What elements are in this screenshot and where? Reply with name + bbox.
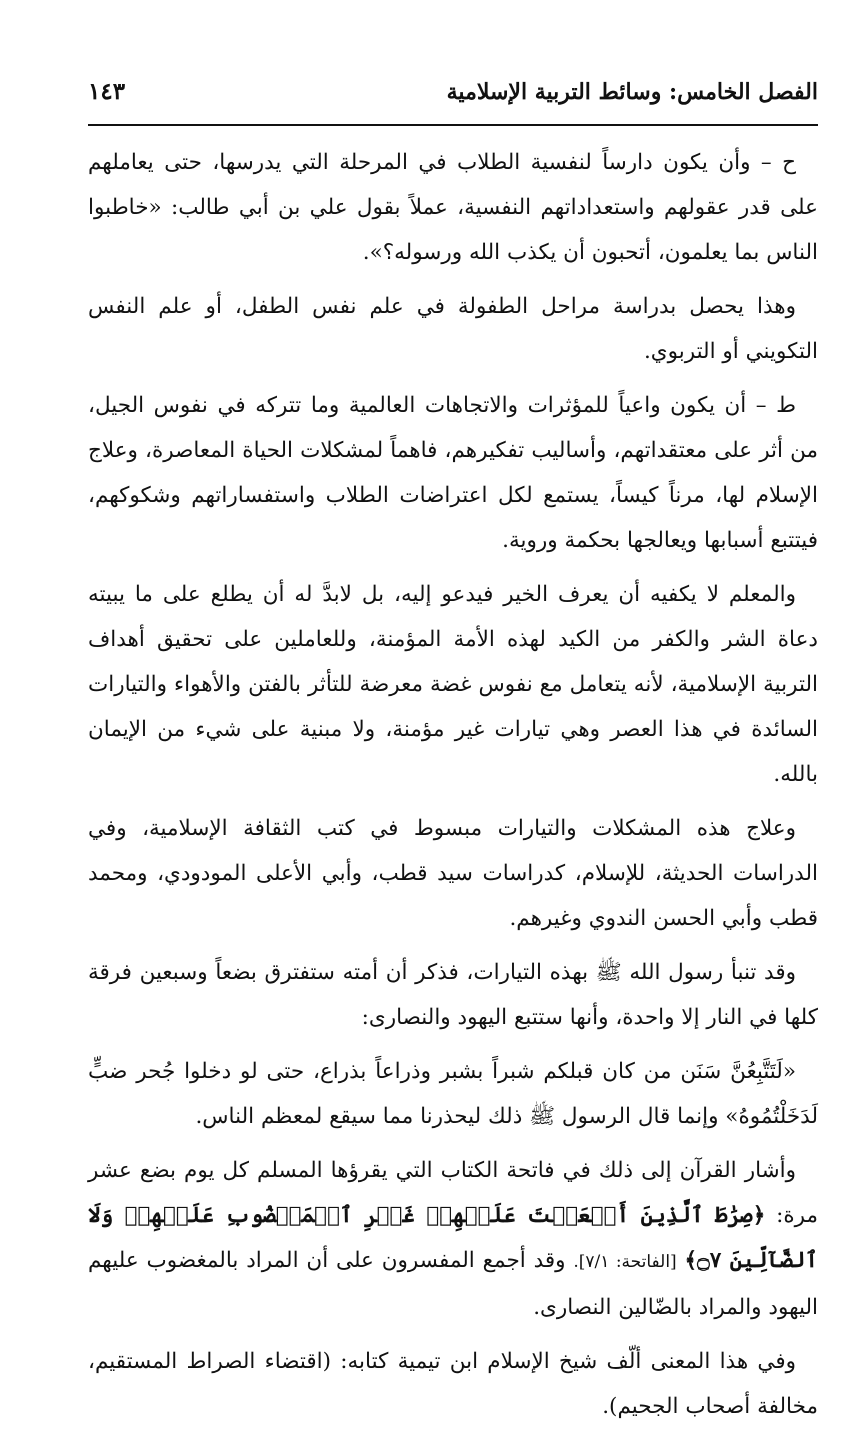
paragraph-5: وعلاج هذه المشكلات والتيارات مبسوط في كتب الثقافة الإسلامية، وفي الدراسات الحديثة، للإسلام، كدراسات سيد قطب، وأبي الأعلى المودودي، ومحمد قطب وأبي الحسن الندوي وغيرهم. <box>88 816 818 931</box>
verse-reference: [الفاتحة: ٧/١]. <box>573 1252 677 1272</box>
paragraph-9: وفي هذا المعنى ألّف شيخ الإسلام ابن تيمية كتابه: (اقتضاء الصراط المستقيم، مخالفة أصحاب الجحيم). <box>88 1349 818 1419</box>
running-header <box>88 78 818 118</box>
header-divider <box>88 124 818 126</box>
page-number: ١٤٣ <box>88 78 126 105</box>
paragraph-6: وقد تنبأ رسول الله ﷺ بهذه التيارات، فذكر أن أمته ستفترق بضعاً وسبعين فرقة كلها في النار إلا واحدة، وأنها ستتبع اليهود والنصارى: <box>88 960 818 1030</box>
paragraph-3: ط – أن يكون واعياً للمؤثرات والاتجاهات العالمية وما تتركه في نفوس الجيل، من أثر على معتقداتهم، وأساليب تفكيرهم، فاهماً لمشكلات الحياة المعاصرة، وعلاج الإسلام لها، مرناً كيساً، يستمع لكل اعتراضات الطلاب واستفساراتهم وشكوكهم، فيتتبع أسبابها ويعالجها بحكمة وروية. <box>88 393 818 553</box>
paragraph-8-intro: وأشار القرآن إلى ذلك في فاتحة الكتاب التي يقرؤها المسلم كل يوم بضع عشر مرة: <box>88 1158 818 1228</box>
paragraph-8-conclusion: وقد أجمع المفسرون على أن المراد بالمغضوب عليهم اليهود والمراد بالضّالين النصارى. <box>88 1248 818 1320</box>
quran-verse: ﴿صِرَٰطَ ٱلَّذِينَ أَنۡعَمۡتَ عَلَيۡهِمۡ غَيۡرِ ٱلۡمَغۡضُوبِ عَلَيۡهِمۡ وَلَا ٱلضَّآلِّينَ ۝٧﴾ <box>88 1203 818 1273</box>
paragraph-2: وهذا يحصل بدراسة مراحل الطفولة في علم نفس الطفل، أو علم النفس التكويني أو التربوي. <box>88 294 818 364</box>
paragraph-8 <box>88 1148 818 1330</box>
body-text <box>88 140 818 1429</box>
chapter-title: الفصل الخامس: وسائط التربية الإسلامية <box>446 79 818 105</box>
paragraph-4: والمعلم لا يكفيه أن يعرف الخير فيدعو إليه، بل لابدَّ له أن يطلع على ما يبيته دعاة الشر والكفر من الكيد لهذه الأمة المؤمنة، وللعاملين على تحقيق أهداف التربية الإسلامية، لأنه يتعامل مع نفوس غضة معرضة للتأثر بالفتن والأهواء والتيارات السائدة في هذا العصر وهي تيارات غير مؤمنة، ولا مبنية على شيء من الإيمان بالله. <box>88 582 818 787</box>
paragraph-1: ح – وأن يكون دارساً لنفسية الطلاب في المرحلة التي يدرسها، حتى يعاملهم على قدر عقولهم واستعداداتهم النفسية، عملاً بقول علي بن أبي طالب: «خاطبوا الناس بما يعلمون، أتحبون أن يكذب الله ورسوله؟». <box>88 150 818 265</box>
paragraph-7-hadith: «لَتَتَّبِعُنَّ سَنَن من كان قبلكم شبراً بشبر وذراعاً بذراع، حتى لو دخلوا جُحر ضبٍّ لَدَخَلْتُمُوهُ» وإنما قال الرسول ﷺ ذلك ليحذرنا مما سيقع لمعظم الناس. <box>88 1059 818 1129</box>
book-page <box>88 78 818 1438</box>
